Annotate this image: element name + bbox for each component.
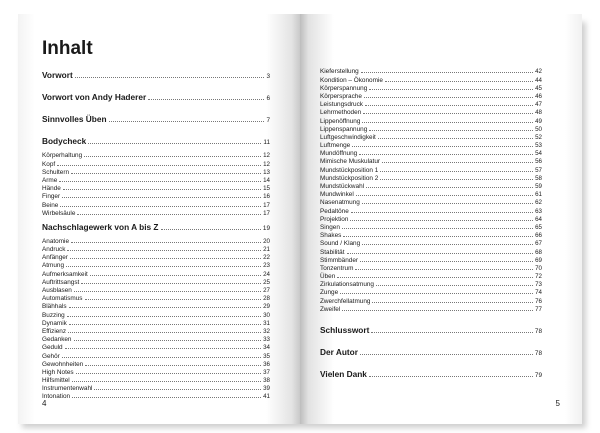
spacer [42,124,270,136]
dot-leader [71,167,261,173]
toc-page-number: 61 [535,191,542,199]
toc-label: Körperspannung [320,84,368,92]
dot-leader [355,264,533,270]
toc-entry [42,237,270,245]
toc-page-number: 53 [535,142,542,150]
dot-leader [340,288,533,294]
dot-leader [337,272,533,278]
dot-leader [85,359,261,365]
toc-entry [320,280,542,288]
toc-entry [320,124,542,132]
toc-page-number: 31 [263,319,270,327]
dot-leader [362,198,533,204]
toc-label: Zunge [320,289,339,297]
dot-leader [385,75,533,81]
dot-leader [361,67,533,73]
page-number-left: 4 [42,399,47,408]
dot-leader [66,261,261,267]
toc-page-number: 33 [263,336,270,344]
dot-leader [57,159,261,165]
toc-page-number: 28 [263,295,270,303]
spacer [42,102,270,114]
toc-label: Dynamik [42,319,67,327]
toc-label: Finger [42,193,61,201]
toc-entry [42,208,270,216]
toc-page-number: 77 [535,305,542,313]
toc-entry [320,214,542,222]
toc-label: Luftmenge [320,142,351,150]
toc-main-entry [320,369,542,379]
open-book [18,14,582,424]
toc-label: Pedaltöne [320,207,349,215]
toc-entry [42,261,270,269]
toc-entry [42,184,270,192]
toc-label: Nachschlagewerk von A bis Z [42,221,159,232]
toc-label: Stabilität [320,248,345,256]
toc-entry [320,182,542,190]
toc-label: Mundwinkel [320,191,354,199]
toc-entry [320,149,542,157]
dot-leader [65,343,262,349]
toc-page-number: 7 [266,117,270,124]
dot-leader [366,182,533,188]
toc-label: Sinnvolles Üben [42,114,107,124]
dot-leader [352,141,533,147]
toc-entry [42,286,270,294]
toc-entry [320,116,542,124]
dot-leader [74,286,261,292]
toc-entry [42,192,270,200]
toc-main-entry [42,70,270,80]
dot-leader [365,100,533,106]
toc-page-number: 13 [263,168,270,176]
toc-label: Buzzing [42,311,65,319]
toc-entry [320,100,542,108]
dot-leader [350,214,533,220]
toc-main-entry [42,114,270,124]
toc-entry [320,190,542,198]
dot-leader [72,376,261,382]
toc-entry [320,92,542,100]
toc-entry [320,67,542,75]
toc-label: Beine [42,201,59,209]
dot-leader [84,151,261,157]
toc-page-number: 58 [535,174,542,182]
dot-leader [62,351,261,357]
toc-entry [320,83,542,91]
toc-entry [42,294,270,302]
toc-page-number: 14 [263,176,270,184]
toc-entry [42,310,270,318]
toc-page-number: 37 [263,368,270,376]
dot-leader [69,302,262,308]
toc-page-number: 78 [534,349,542,357]
toc-entry [42,359,270,367]
toc-entry [42,277,270,285]
toc-entry [42,302,270,310]
toc-label: Stimmbänder [320,256,359,264]
toc-entry [42,376,270,384]
toc-label: Leistungsdruck [320,101,363,109]
toc-label: Lehrmethoden [320,109,362,117]
toc-label: Vielen Dank [320,368,367,379]
toc-label: Anatomie [42,237,69,245]
toc-label: Anfänger [42,254,68,262]
toc-page-number: 48 [535,109,542,117]
page-number-right: 5 [555,399,560,408]
toc-label: Instrumentenwahl [42,385,93,393]
toc-page-number: 15 [263,185,270,193]
spacer [42,80,270,92]
toc-entry [42,351,270,359]
toc-entry [42,167,270,175]
toc-label: Lippenöffnung [320,117,361,125]
dot-leader [77,208,261,214]
toc-page-number: 46 [535,92,542,100]
toc-page-number: 29 [263,303,270,311]
toc-entry [42,253,270,261]
toc-page-number: 56 [535,158,542,166]
toc-label: Vorwort [42,70,73,80]
toc-label: Projektion [320,215,349,223]
toc-entry [42,368,270,376]
toc-main-entry [320,347,542,357]
toc-entry [320,239,542,247]
toc-entry [320,75,542,83]
toc-entry [320,231,542,239]
toc-page-number: 30 [263,311,270,319]
toc-entry [320,206,542,214]
toc-label: Mundstückposition 2 [320,174,379,182]
dot-leader [342,223,533,229]
dot-leader [70,253,261,259]
toc-label: Intonation [42,393,71,401]
toc-entry [320,108,542,116]
toc-label: Kondition – Ökonomie [320,76,383,84]
dot-leader [369,369,533,377]
toc-page-number: 6 [266,95,270,102]
toc-label: Mundöffnung [320,150,358,158]
dot-leader [63,184,261,190]
toc-page-number: 12 [263,152,270,160]
dot-leader [90,269,261,275]
toc-entry [42,200,270,208]
toc-label: Atmung [42,262,65,270]
toc-page-number: 57 [535,166,542,174]
toc-page-number: 34 [263,344,270,352]
dot-leader [343,231,533,237]
toc-page-number: 52 [535,133,542,141]
dot-leader [362,239,533,245]
toc-page-number: 20 [263,237,270,245]
toc-entry [42,151,270,159]
dot-leader [382,157,533,163]
toc-page-number: 19 [262,224,270,232]
toc-entry [320,272,542,280]
toc-label: Blähhals [42,303,67,311]
toc-entry [320,304,542,312]
toc-label: Arme [42,176,58,184]
dot-leader [76,368,261,374]
toc-page-number: 79 [534,371,542,379]
toc-label: Nasenatmung [320,199,360,207]
dot-leader [359,149,533,155]
toc-entry [42,392,270,400]
toc-left [42,70,270,400]
toc-label: Hilfsmittel [42,377,70,385]
toc-page-number: 68 [535,248,542,256]
toc-label: Ausblasen [42,287,72,295]
toc-label: Mundstückwahl [320,183,365,191]
toc-label: Körperhaltung [42,152,83,160]
toc-page-number: 17 [263,209,270,217]
toc-page-number: 50 [535,125,542,133]
dot-leader [75,71,265,79]
toc-label: Automatismus [42,295,83,303]
toc-page-number: 32 [263,327,270,335]
toc-label: Gedanken [42,336,72,344]
toc-label: Andruck [42,246,66,254]
toc-page-number: 38 [263,377,270,385]
dot-leader [360,347,533,355]
toc-entry [320,255,542,263]
toc-page-number: 25 [263,278,270,286]
toc-page-number: 73 [535,281,542,289]
toc-page-number: 59 [535,183,542,191]
dot-leader [94,384,261,390]
dot-leader [362,116,533,122]
toc-page-number: 17 [263,201,270,209]
toc-page-number: 63 [535,207,542,215]
toc-entry [42,384,270,392]
toc-page-number: 16 [263,193,270,201]
toc-page-number: 12 [263,160,270,168]
dot-leader [360,255,533,261]
toc-page-number: 62 [535,199,542,207]
toc-page-number: 72 [535,273,542,281]
dot-leader [71,237,261,243]
toc-main-entry [42,222,270,232]
toc-page-number: 74 [535,289,542,297]
toc-page-number: 44 [535,76,542,84]
dot-leader [364,92,533,98]
toc-page-number: 21 [263,246,270,254]
toc-entry [320,223,542,231]
toc-label: Sound / Klang [320,240,361,248]
toc-entry [42,245,270,253]
toc-label: Kopf [42,160,56,168]
dot-leader [148,93,264,101]
toc-main-entry [320,325,542,335]
toc-page-number: 23 [263,262,270,270]
toc-page-number: 36 [263,360,270,368]
toc-page-number: 78 [534,327,542,335]
dot-leader [60,200,261,206]
toc-entry [320,157,542,165]
toc-entry [42,176,270,184]
dot-leader [378,133,533,139]
toc-label: Lippenspannung [320,125,368,133]
toc-label: Zwerchfellatmung [320,297,371,305]
toc-label: Luftgeschwindigkeit [320,133,376,141]
spacer [320,357,542,369]
toc-page-number: 41 [263,393,270,401]
dot-leader [347,247,534,253]
toc-page-number: 69 [535,256,542,264]
toc-label: Kieferstellung [320,68,359,76]
dot-leader [88,137,261,145]
dot-leader [59,176,261,182]
dot-leader [342,304,533,310]
toc-label: Aufmerksamkeit [42,270,88,278]
toc-page-number: 66 [535,232,542,240]
toc-page-number: 54 [535,150,542,158]
toc-page-number: 35 [263,352,270,360]
toc-label: Schlusswort [320,324,370,335]
toc-label: Üben [320,273,336,281]
toc-page-number: 11 [263,139,270,146]
toc-label: Zirkulationsatmung [320,281,374,289]
toc-label: Mundstückposition 1 [320,166,379,174]
toc-entry [42,335,270,343]
dot-leader [380,165,533,171]
toc-label: Zweifel [320,305,341,313]
dot-leader [62,192,261,198]
toc-label: Vorwort von Andy Haderer [42,92,147,102]
spacer [320,335,542,347]
toc-entry [320,165,542,173]
dot-leader [67,245,261,251]
toc-label: Tonzentrum [320,264,354,272]
dot-leader [376,280,533,286]
toc-label: Wirbelsäule [42,209,76,217]
toc-entry [320,141,542,149]
toc-label: Gewohnheiten [42,360,84,368]
toc-page-number: 22 [263,254,270,262]
dot-leader [356,190,533,196]
toc-entry [42,327,270,335]
toc-page-number: 67 [535,240,542,248]
toc-page-number: 39 [263,385,270,393]
toc-label: Der Autor [320,346,358,357]
toc-entry [320,133,542,141]
page-title: Inhalt [42,38,93,59]
dot-leader [67,310,261,316]
toc-page-number: 70 [535,264,542,272]
dot-leader [69,318,261,324]
dot-leader [85,294,262,300]
spacer [320,313,542,325]
toc-entry [42,269,270,277]
toc-label: Schultern [42,168,69,176]
dot-leader [68,327,261,333]
dot-leader [369,124,533,130]
dot-leader [72,392,261,398]
toc-label: Singen [320,223,340,231]
toc-page-number: 24 [263,270,270,278]
toc-label: Shakes [320,232,342,240]
dot-leader [109,115,265,123]
toc-entry [320,247,542,255]
toc-label: Körpersprache [320,92,362,100]
dot-leader [74,335,262,341]
toc-label: Hände [42,185,61,193]
dot-leader [372,296,533,302]
dot-leader [380,173,533,179]
toc-page-number: 45 [535,84,542,92]
toc-page-number: 27 [263,287,270,295]
toc-right [320,67,542,379]
toc-page-number: 65 [535,223,542,231]
toc-entry [320,288,542,296]
toc-entry [320,264,542,272]
toc-entry [320,198,542,206]
toc-page-number: 3 [266,73,270,80]
dot-leader [81,277,261,283]
toc-page-number: 42 [535,68,542,76]
toc-label: Mimische Muskulatur [320,158,381,166]
toc-entry [42,159,270,167]
toc-label: Effizienz [42,327,67,335]
toc-main-entry [42,136,270,146]
toc-entry [42,318,270,326]
dot-leader [351,206,533,212]
left-page [18,14,300,424]
toc-page-number: 47 [535,101,542,109]
right-page [300,14,582,424]
toc-label: High Notes [42,368,74,376]
dot-leader [161,222,261,230]
dot-leader [371,325,533,333]
dot-leader [369,83,533,89]
toc-main-entry [42,92,270,102]
toc-page-number: 64 [535,215,542,223]
toc-label: Gehör [42,352,60,360]
toc-entry [42,343,270,351]
toc-page-number: 76 [535,297,542,305]
toc-label: Geduld [42,344,63,352]
toc-entry [320,296,542,304]
toc-entry [320,173,542,181]
dot-leader [363,108,533,114]
toc-label: Auftrittsangst [42,278,80,286]
toc-label: Bodycheck [42,136,87,146]
toc-page-number: 49 [535,117,542,125]
